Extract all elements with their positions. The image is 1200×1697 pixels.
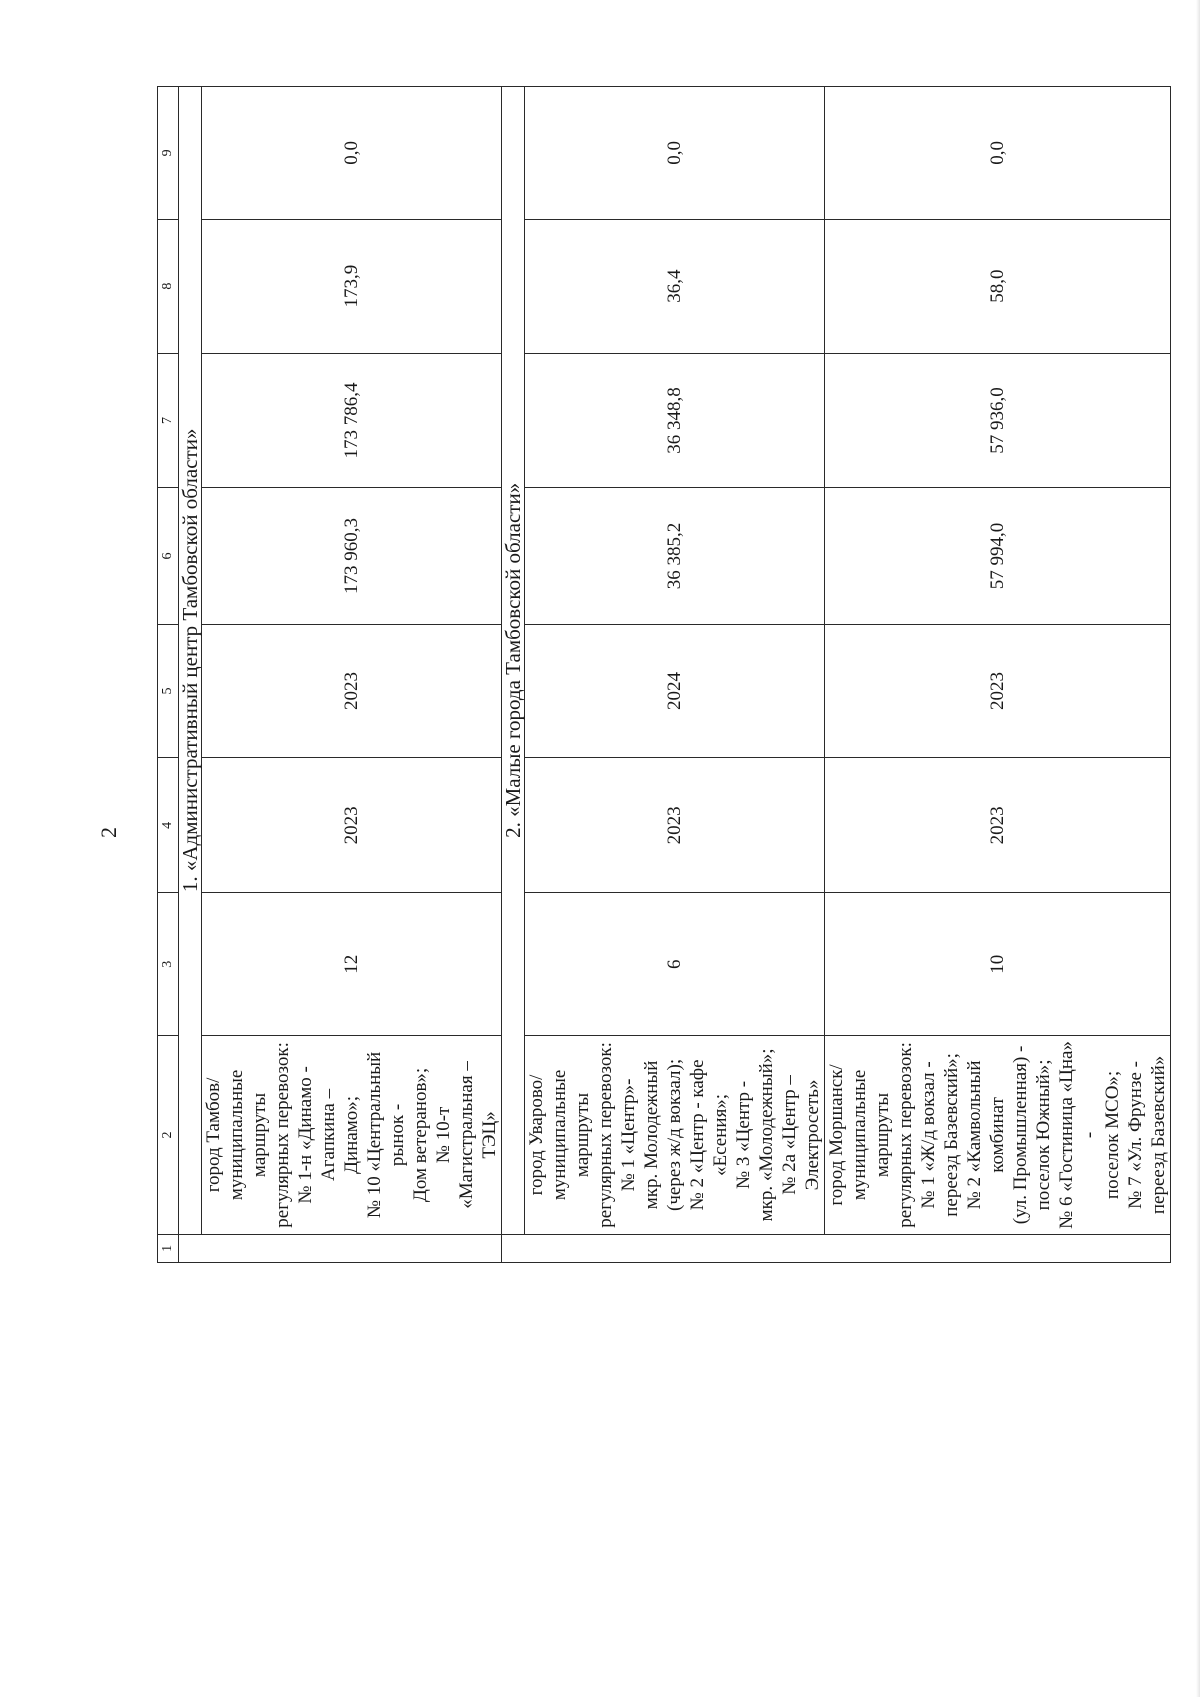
table-cell: 0,0 xyxy=(202,87,502,220)
table-row xyxy=(825,87,1171,1263)
column-header: 3 xyxy=(158,893,179,1036)
section-title: 1. «Административный центр Тамбовской области» xyxy=(179,87,202,1235)
table-cell: 36,4 xyxy=(525,219,825,353)
route-description: город Уварово/ муниципальные маршруты регулярных перевозок: № 1 «Центр»- мкр. Молодежный (через ж/д вокзал); № 2 «Центр - кафе «Есения»; № 3 «Центр - мкр. «Молодежный»; № 2а «Центр – Электросеть» xyxy=(525,1036,825,1234)
table-cell: 36 385,2 xyxy=(525,488,825,624)
table-cell xyxy=(502,1234,1171,1262)
table-cell: 173,9 xyxy=(202,219,502,353)
route-description: город Тамбов/ муниципальные маршруты регулярных перевозок: № 1-н «Динамо - Агапкина – Динамо»; № 10 «Центральный рынок - Дом ветеранов»; № 10-т «Магистральная – ТЭЦ» xyxy=(202,1036,502,1234)
table-cell: 173 786,4 xyxy=(202,353,502,488)
table-cell: 2023 xyxy=(825,758,1171,893)
column-header: 9 xyxy=(158,87,179,220)
route-description: город Моршанск/ муниципальные маршруты регулярных перевозок: № 1 «Ж/д вокзал - переезд Базевский»; № 2 «Камвольный комбинат (ул. Промышленная) - поселок Южный»; № 6 «Гостиница «Цна» - поселок МСО»; № 7 «Ул. Фрунзе - переезд Базевский» xyxy=(825,1036,1171,1234)
column-header: 5 xyxy=(158,624,179,758)
column-header: 7 xyxy=(158,353,179,488)
column-header: 4 xyxy=(158,758,179,893)
table-cell xyxy=(179,1234,502,1262)
table-cell: 12 xyxy=(202,893,502,1036)
column-header: 1 xyxy=(158,1234,179,1262)
table-cell: 36 348,8 xyxy=(525,353,825,488)
table-row xyxy=(525,87,825,1263)
column-header: 8 xyxy=(158,219,179,353)
table-cell: 58,0 xyxy=(825,219,1171,353)
table-cell: 2024 xyxy=(525,624,825,758)
scan-edge xyxy=(1196,0,1200,1697)
table-cell: 2023 xyxy=(525,758,825,893)
column-header-row xyxy=(158,87,179,1263)
table-row xyxy=(202,87,502,1263)
table-cell: 0,0 xyxy=(525,87,825,220)
column-header: 6 xyxy=(158,488,179,624)
table-cell: 0,0 xyxy=(825,87,1171,220)
table-cell: 2023 xyxy=(825,624,1171,758)
table-cell: 10 xyxy=(825,893,1171,1036)
section-row xyxy=(179,87,202,1263)
column-header: 2 xyxy=(158,1036,179,1234)
table-cell: 2023 xyxy=(202,624,502,758)
funding-table xyxy=(157,86,1171,1263)
page-number: 2 xyxy=(96,827,121,838)
table-cell: 6 xyxy=(525,893,825,1036)
section-title: 2. «Малые города Тамбовской области» xyxy=(502,87,525,1235)
table-cell: 57 936,0 xyxy=(825,353,1171,488)
table-cell: 2023 xyxy=(202,758,502,893)
section-row xyxy=(502,87,525,1263)
table-cell: 173 960,3 xyxy=(202,488,502,624)
rotated-table-wrapper xyxy=(157,86,1169,1263)
table-cell: 57 994,0 xyxy=(825,488,1171,624)
